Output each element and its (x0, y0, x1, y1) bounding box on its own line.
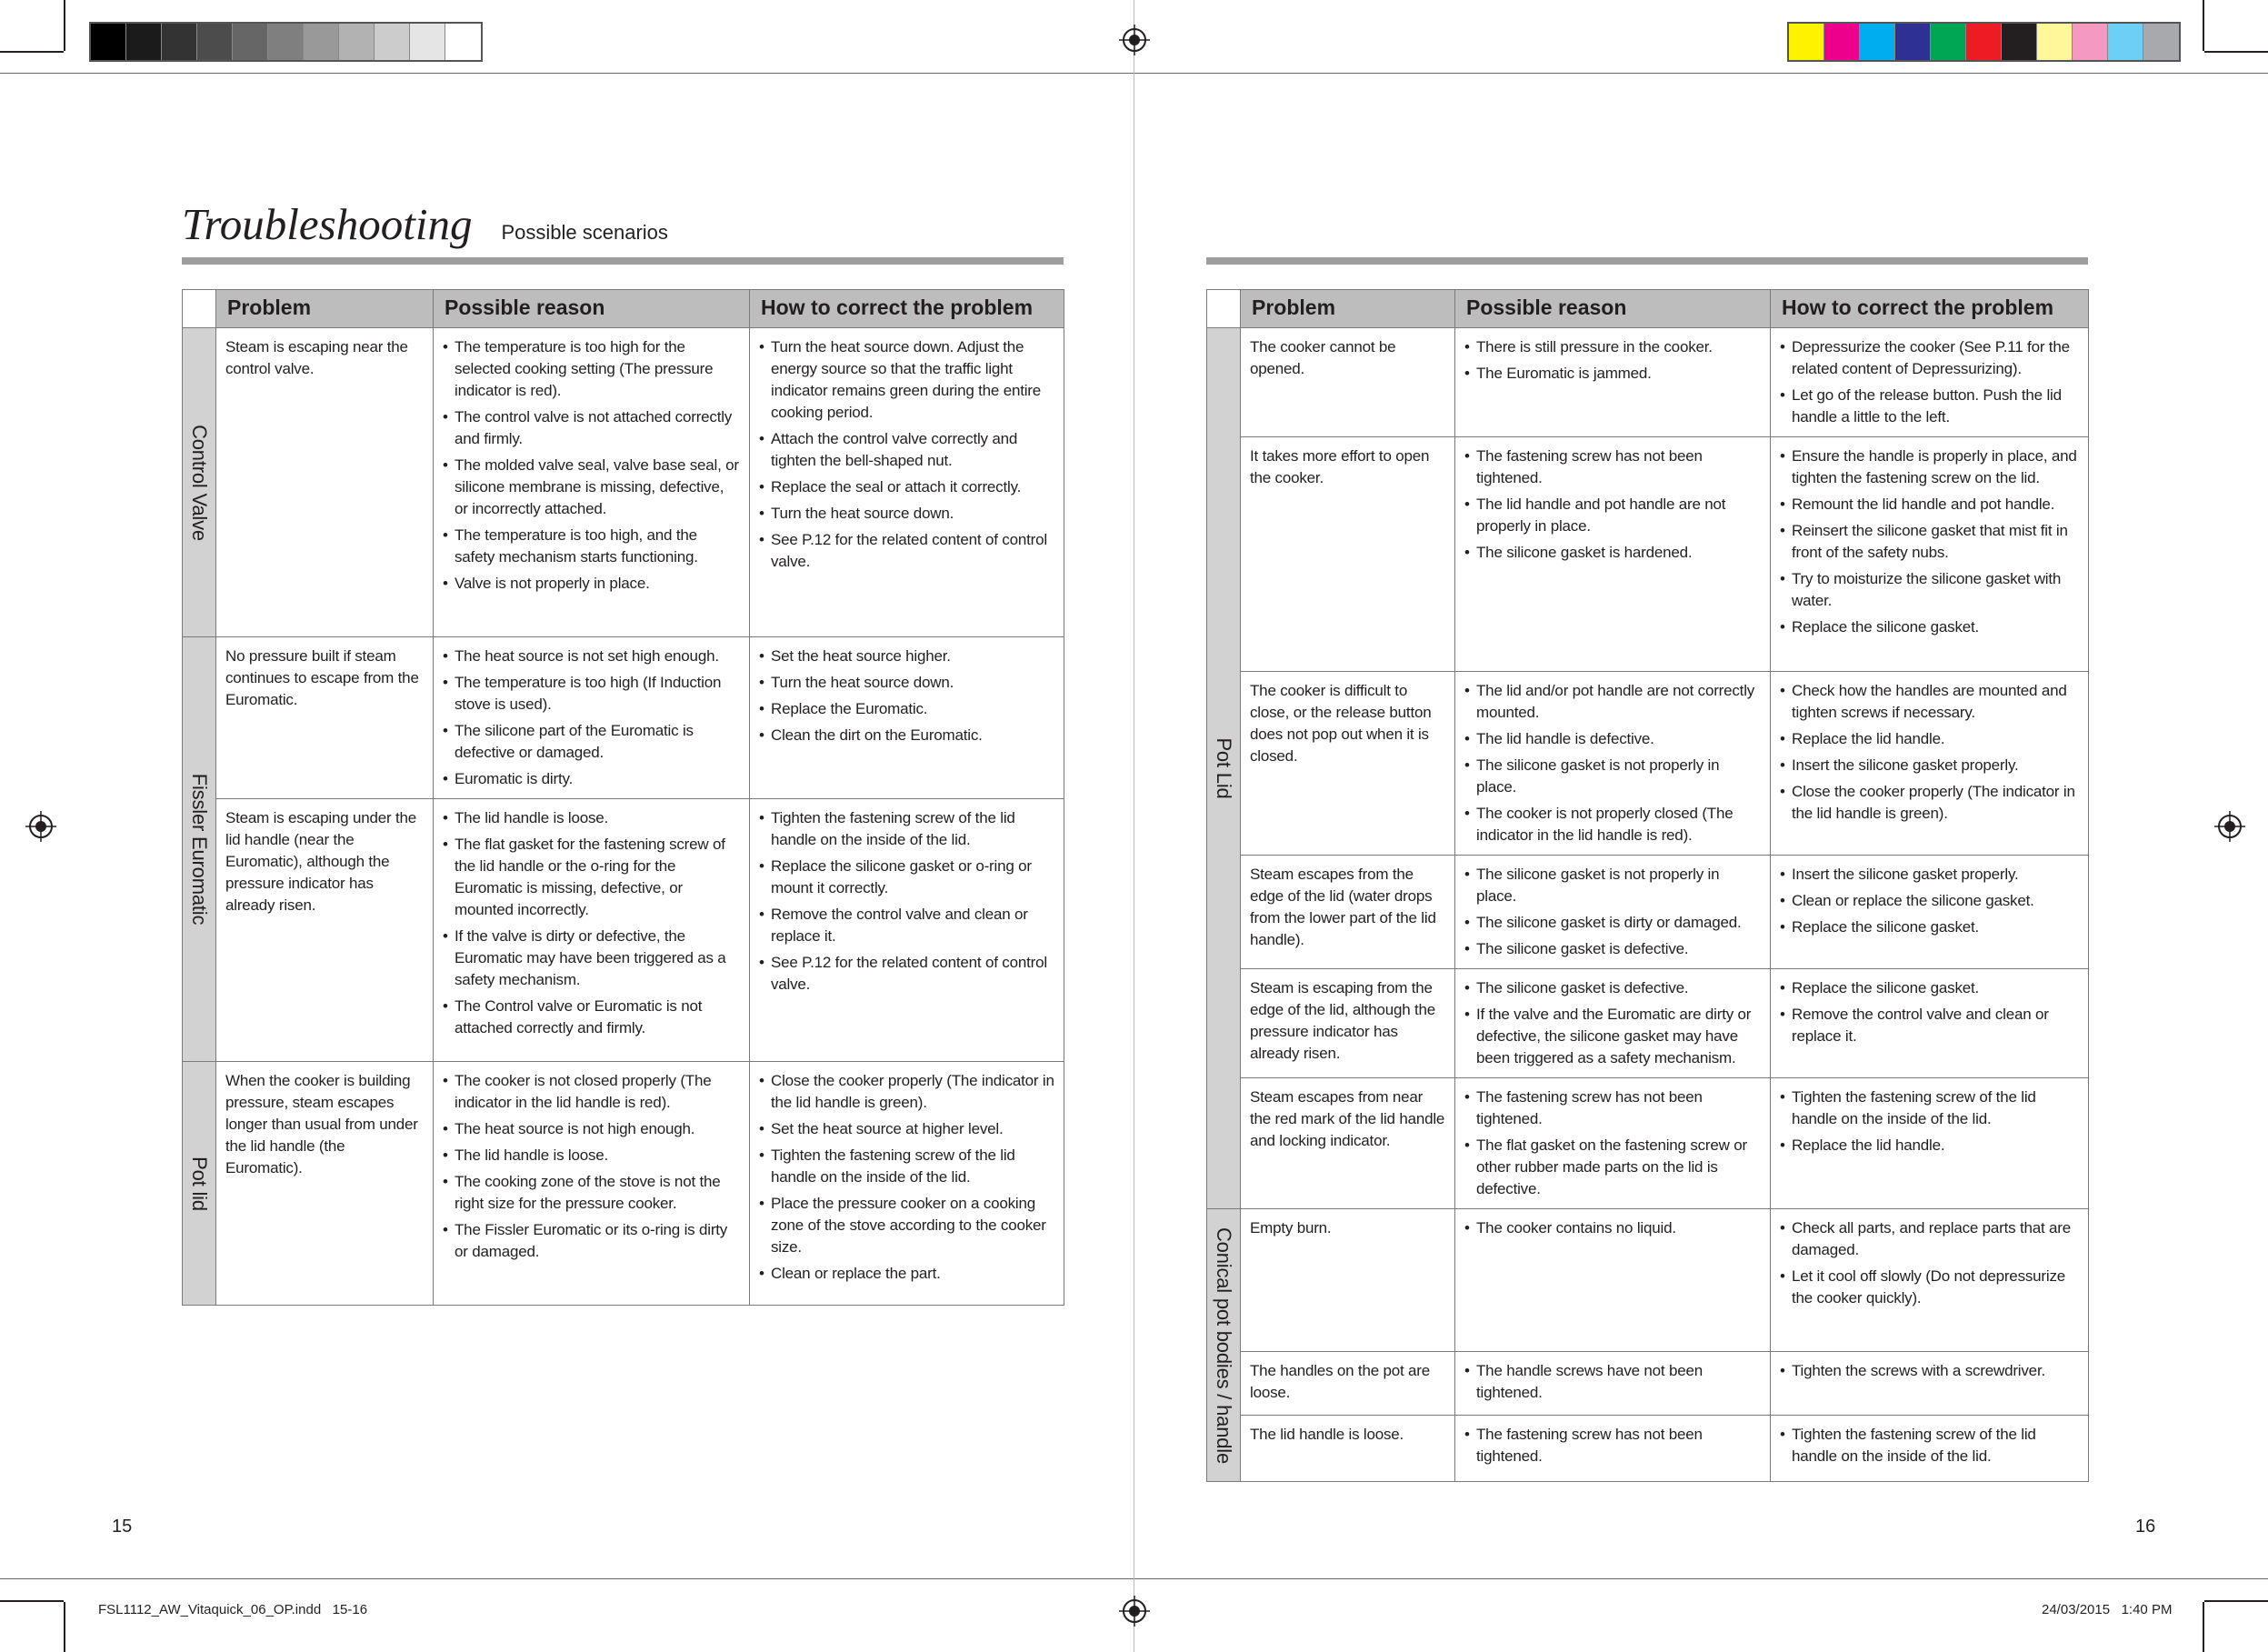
fix-cell (1771, 1209, 2089, 1352)
fix-cell (750, 799, 1064, 1062)
reason-item: • The silicone gasket is not properly in place. (1464, 864, 1761, 907)
registration-mark-icon (1119, 1596, 1150, 1627)
color-swatch (1824, 24, 1860, 60)
page-number-left: 15 (112, 1517, 133, 1537)
bullet-list (443, 646, 740, 790)
table-row (183, 328, 1064, 637)
color-swatch (126, 24, 162, 60)
reason-cell (1455, 437, 1771, 672)
bullet-list (759, 336, 1054, 573)
fix-item: • Replace the silicone gasket. (1780, 616, 2079, 638)
reason-item: • The lid handle and pot handle are not properly in place. (1464, 494, 1761, 537)
fix-item: • Ensure the handle is properly in place, and tighten the fastening screw on the lid. (1780, 446, 2079, 489)
table-row (183, 1062, 1064, 1306)
reason-cell (1455, 856, 1771, 969)
bullet-list (443, 336, 740, 595)
bullet-list (1464, 977, 1761, 1069)
problem-cell: Steam escapes from the edge of the lid (water drops from the lower part of the lid handle). (1241, 856, 1455, 969)
bullet-list (1780, 1424, 2079, 1467)
date-slug: 24/03/2015 1:40 PM (2042, 1602, 2173, 1617)
fix-item: • See P.12 for the related content of control valve. (759, 952, 1054, 996)
table-row (1207, 1352, 2089, 1416)
fix-item: • Try to moisturize the silicone gasket with water. (1780, 568, 2079, 612)
color-swatch (1895, 24, 1931, 60)
bullet-list (1464, 1424, 1761, 1467)
fix-item: • Insert the silicone gasket properly. (1780, 755, 2079, 776)
fix-cell (1771, 437, 2089, 672)
color-swatch (2073, 24, 2108, 60)
color-swatch (268, 24, 304, 60)
reason-item: • The cooker is not closed properly (The indicator in the lid handle is red). (443, 1070, 740, 1114)
grayscale-color-bar (89, 22, 483, 62)
category-cell (183, 637, 216, 1062)
reason-item: • There is still pressure in the cooker. (1464, 336, 1761, 358)
problem-cell: Steam escapes from near the red mark of the lid handle and locking indicator. (1241, 1078, 1455, 1209)
fix-item: • Tighten the fastening screw of the lid handle on the inside of the lid. (1780, 1086, 2079, 1130)
bullet-list (759, 646, 1054, 746)
registration-mark-icon (25, 811, 56, 842)
problem-cell: Steam is escaping near the control valve. (216, 328, 434, 637)
bullet-list (1780, 1217, 2079, 1309)
fix-cell (1771, 328, 2089, 437)
reason-cell (1455, 1209, 1771, 1352)
color-swatch (1860, 24, 1895, 60)
reason-item: • The control valve is not attached correctly and firmly. (443, 406, 740, 450)
table-row (1207, 1416, 2089, 1482)
fix-item: • Turn the heat source down. (759, 503, 1054, 525)
reason-item: • The temperature is too high for the selected cooking setting (The pressure indicator is red). (443, 336, 740, 402)
fix-item: • Reinsert the silicone gasket that mist fit in front of the safety nubs. (1780, 520, 2079, 564)
reason-item: • The temperature is too high, and the safety mechanism starts functioning. (443, 525, 740, 568)
reason-item: • The flat gasket on the fastening screw or other rubber made parts on the lid is defective. (1464, 1135, 1761, 1200)
fix-item: • Turn the heat source down. Adjust the energy source so that the traffic light indicator remains green during the entire cooking period. (759, 336, 1054, 424)
table-row (1207, 856, 2089, 969)
fix-item: • Remove the control valve and clean or replace it. (1780, 1004, 2079, 1047)
header-blank-cell (1207, 290, 1241, 328)
category-label: Pot Lid (1213, 737, 1235, 799)
reason-item: • Euromatic is dirty. (443, 768, 740, 790)
fix-cell (1771, 856, 2089, 969)
reason-item: • If the valve and the Euromatic are dirty or defective, the silicone gasket may have been triggered as a safety mechanism. (1464, 1004, 1761, 1069)
reason-cell (1455, 1078, 1771, 1209)
problem-cell: The lid handle is loose. (1241, 1416, 1455, 1482)
category-label: Pot lid (188, 1156, 211, 1211)
bullet-list (1464, 1217, 1761, 1239)
page-title: Troubleshooting (182, 199, 473, 249)
fix-item: • See P.12 for the related content of control valve. (759, 529, 1054, 573)
table-row (1207, 437, 2089, 672)
fix-item: • Let it cool off slowly (Do not depressurize the cooker quickly). (1780, 1266, 2079, 1309)
reason-item: • The lid handle is loose. (443, 807, 740, 829)
reason-item: • The silicone gasket is defective. (1464, 977, 1761, 999)
color-swatch (2143, 24, 2179, 60)
reason-item: • The molded valve seal, valve base seal, or silicone membrane is missing, defective, or incorrectly attached. (443, 455, 740, 520)
reason-cell (1455, 969, 1771, 1078)
file-slug: FSL1112_AW_Vitaquick_06_OP.indd 15-16 (98, 1602, 368, 1617)
reason-item: • The Euromatic is jammed. (1464, 363, 1761, 385)
reason-item: • The silicone gasket is not properly in place. (1464, 755, 1761, 798)
reason-item: • The silicone part of the Euromatic is defective or damaged. (443, 720, 740, 764)
category-label: Conical pot bodies / handle (1213, 1226, 1235, 1464)
reason-item: • The fastening screw has not been tightened. (1464, 446, 1761, 489)
problem-cell: Steam is escaping under the lid handle (near the Euromatic), although the pressure indicator has already risen. (216, 799, 434, 1062)
fix-item: • Tighten the fastening screw of the lid handle on the inside of the lid. (759, 1145, 1054, 1188)
reason-item: • The silicone gasket is dirty or damaged. (1464, 912, 1761, 934)
reason-item: • The temperature is too high (If Induction stove is used). (443, 672, 740, 716)
fix-item: • Close the cooker properly (The indicator in the lid handle is green). (759, 1070, 1054, 1114)
fix-item: • Attach the control valve correctly and tighten the bell-shaped nut. (759, 428, 1054, 472)
fix-item: • Replace the silicone gasket. (1780, 977, 2079, 999)
table-row (1207, 328, 2089, 437)
fix-item: • Check all parts, and replace parts that are damaged. (1780, 1217, 2079, 1261)
bullet-list (1780, 864, 2079, 938)
crop-mark (64, 0, 65, 51)
reason-cell (1455, 1416, 1771, 1482)
color-swatch (2037, 24, 2073, 60)
reason-cell (1455, 328, 1771, 437)
reason-item: • Valve is not properly in place. (443, 573, 740, 595)
reason-item: • The lid and/or pot handle are not correctly mounted. (1464, 680, 1761, 724)
problem-cell: Steam is escaping from the edge of the lid, although the pressure indicator has already risen. (1241, 969, 1455, 1078)
reason-cell (434, 637, 750, 799)
problem-cell: When the cooker is building pressure, steam escapes longer than usual from under the lid handle (the Euromatic). (216, 1062, 434, 1306)
fix-item: • Replace the seal or attach it correctly. (759, 476, 1054, 498)
fix-item: • Replace the silicone gasket. (1780, 916, 2079, 938)
crop-mark (0, 1600, 64, 1602)
reason-cell (434, 799, 750, 1062)
fix-item: • Turn the heat source down. (759, 672, 1054, 694)
table-row (183, 637, 1064, 799)
reason-item: • The Fissler Euromatic or its o-ring is dirty or damaged. (443, 1219, 740, 1263)
reason-item: • The fastening screw has not been tightened. (1464, 1424, 1761, 1467)
table-row (1207, 969, 2089, 1078)
troubleshooting-table-left (182, 289, 1064, 1306)
fix-item: • Remount the lid handle and pot handle. (1780, 494, 2079, 516)
page-number-right: 16 (2135, 1517, 2156, 1537)
color-swatch (233, 24, 268, 60)
crop-mark (2203, 0, 2204, 51)
troubleshooting-table-right (1206, 289, 2089, 1482)
table-header-row (1207, 290, 2089, 328)
page-subtitle: Possible scenarios (501, 221, 668, 244)
table-row (1207, 672, 2089, 856)
registration-mark-icon (1119, 25, 1150, 55)
fix-item: • Replace the lid handle. (1780, 1135, 2079, 1156)
color-swatch (197, 24, 233, 60)
fix-cell (1771, 1078, 2089, 1209)
bullet-list (1780, 446, 2079, 638)
category-label: Control Valve (188, 424, 211, 541)
fix-item: • Tighten the fastening screw of the lid handle on the inside of the lid. (759, 807, 1054, 851)
reason-cell (434, 328, 750, 637)
header-blank-cell (183, 290, 216, 328)
reason-item: • The silicone gasket is defective. (1464, 938, 1761, 960)
fix-item: • Check how the handles are mounted and tighten screws if necessary. (1780, 680, 2079, 724)
bullet-list (1780, 1086, 2079, 1156)
reason-item: • The flat gasket for the fastening screw of the lid handle or the o-ring for the Euromatic is missing, defective, or mounted incorrectly. (443, 834, 740, 921)
bullet-list (1780, 1360, 2079, 1382)
fix-item: • Insert the silicone gasket properly. (1780, 864, 2079, 886)
fix-item: • Tighten the screws with a screwdriver. (1780, 1360, 2079, 1382)
problem-cell: Empty burn. (1241, 1209, 1455, 1352)
reason-item: • The lid handle is loose. (443, 1145, 740, 1166)
fix-item: • Place the pressure cooker on a cooking zone of the stove according to the cooker size. (759, 1193, 1054, 1258)
crop-mark (64, 1602, 65, 1652)
reason-cell (1455, 1352, 1771, 1416)
fix-item: • Clean the dirt on the Euromatic. (759, 725, 1054, 746)
color-swatch (339, 24, 375, 60)
fix-cell (1771, 1352, 2089, 1416)
reason-item: • The Control valve or Euromatic is not attached correctly and firmly. (443, 996, 740, 1039)
category-label: Fissler Euromatic (188, 773, 211, 926)
title-rule-right (1206, 257, 2088, 265)
column-header-fix: How to correct the problem (750, 290, 1064, 328)
fix-item: • Set the heat source at higher level. (759, 1118, 1054, 1140)
crop-mark (0, 51, 64, 53)
category-cell (183, 328, 216, 637)
column-header-fix: How to correct the problem (1771, 290, 2089, 328)
bullet-list (759, 1070, 1054, 1285)
reason-item: • The handle screws have not been tightened. (1464, 1360, 1761, 1404)
bullet-list (1780, 680, 2079, 825)
color-swatch (162, 24, 197, 60)
color-swatch (2108, 24, 2143, 60)
category-cell (1207, 328, 1241, 1209)
reason-item: • The heat source is not high enough. (443, 1118, 740, 1140)
fix-item: • Remove the control valve and clean or replace it. (759, 904, 1054, 947)
color-swatch (375, 24, 410, 60)
bullet-list (1464, 1086, 1761, 1200)
fix-item: • Replace the lid handle. (1780, 728, 2079, 750)
reason-item: • The silicone gasket is hardened. (1464, 542, 1761, 564)
process-color-bar (1787, 22, 2181, 62)
problem-cell: The handles on the pot are loose. (1241, 1352, 1455, 1416)
reason-item: • The heat source is not set high enough. (443, 646, 740, 667)
problem-cell: The cooker is difficult to close, or the release button does not pop out when it is closed. (1241, 672, 1455, 856)
title-rule-left (182, 257, 1064, 265)
category-cell (1207, 1209, 1241, 1482)
crop-mark (2203, 1602, 2204, 1652)
page-header (182, 198, 668, 250)
bullet-list (759, 807, 1054, 996)
reason-item: • The cooking zone of the stove is not the right size for the pressure cooker. (443, 1171, 740, 1215)
color-swatch (1966, 24, 2002, 60)
table-header-row (183, 290, 1064, 328)
table-row (183, 799, 1064, 1062)
fix-cell (750, 328, 1064, 637)
crop-mark (2204, 1600, 2268, 1602)
fix-item: • Tighten the fastening screw of the lid handle on the inside of the lid. (1780, 1424, 2079, 1467)
reason-item: • The fastening screw has not been tightened. (1464, 1086, 1761, 1130)
bullet-list (443, 1070, 740, 1263)
fix-item: • Clean or replace the part. (759, 1263, 1054, 1285)
color-swatch (1931, 24, 1966, 60)
category-cell (183, 1062, 216, 1306)
fix-item: • Replace the Euromatic. (759, 698, 1054, 720)
bullet-list (1464, 336, 1761, 385)
registration-mark-icon (2214, 811, 2245, 842)
fix-item: • Set the heat source higher. (759, 646, 1054, 667)
reason-cell (1455, 672, 1771, 856)
fix-cell (750, 637, 1064, 799)
color-swatch (1789, 24, 1824, 60)
fix-cell (1771, 1416, 2089, 1482)
reason-item: • The lid handle is defective. (1464, 728, 1761, 750)
crop-mark (2204, 51, 2268, 53)
problem-cell: The cooker cannot be opened. (1241, 328, 1455, 437)
bullet-list (1464, 446, 1761, 564)
reason-item: • If the valve is dirty or defective, the Euromatic may have been triggered as a safety mechanism. (443, 926, 740, 991)
color-swatch (445, 24, 481, 60)
fix-item: • Let go of the release button. Push the lid handle a little to the left. (1780, 385, 2079, 428)
fix-item: • Depressurize the cooker (See P.11 for the related content of Depressurizing). (1780, 336, 2079, 380)
bullet-list (1464, 1360, 1761, 1404)
color-swatch (304, 24, 339, 60)
fix-item: • Clean or replace the silicone gasket. (1780, 890, 2079, 912)
bullet-list (1780, 977, 2079, 1047)
table-row (1207, 1209, 2089, 1352)
reason-item: • The cooker contains no liquid. (1464, 1217, 1761, 1239)
fix-cell (750, 1062, 1064, 1306)
reason-cell (434, 1062, 750, 1306)
fix-cell (1771, 672, 2089, 856)
problem-cell: It takes more effort to open the cooker. (1241, 437, 1455, 672)
column-header-problem: Problem (1241, 290, 1455, 328)
color-swatch (2002, 24, 2037, 60)
column-header-reason: Possible reason (434, 290, 750, 328)
fix-item: • Close the cooker properly (The indicator in the lid handle is green). (1780, 781, 2079, 825)
bullet-list (1464, 680, 1761, 846)
fix-cell (1771, 969, 2089, 1078)
bullet-list (1464, 864, 1761, 960)
column-header-reason: Possible reason (1455, 290, 1771, 328)
reason-item: • The cooker is not properly closed (The indicator in the lid handle is red). (1464, 803, 1761, 846)
color-swatch (410, 24, 445, 60)
fix-item: • Replace the silicone gasket or o-ring or mount it correctly. (759, 856, 1054, 899)
problem-cell: No pressure built if steam continues to escape from the Euromatic. (216, 637, 434, 799)
column-header-problem: Problem (216, 290, 434, 328)
bullet-list (443, 807, 740, 1039)
color-swatch (91, 24, 126, 60)
table-row (1207, 1078, 2089, 1209)
bullet-list (1780, 336, 2079, 428)
